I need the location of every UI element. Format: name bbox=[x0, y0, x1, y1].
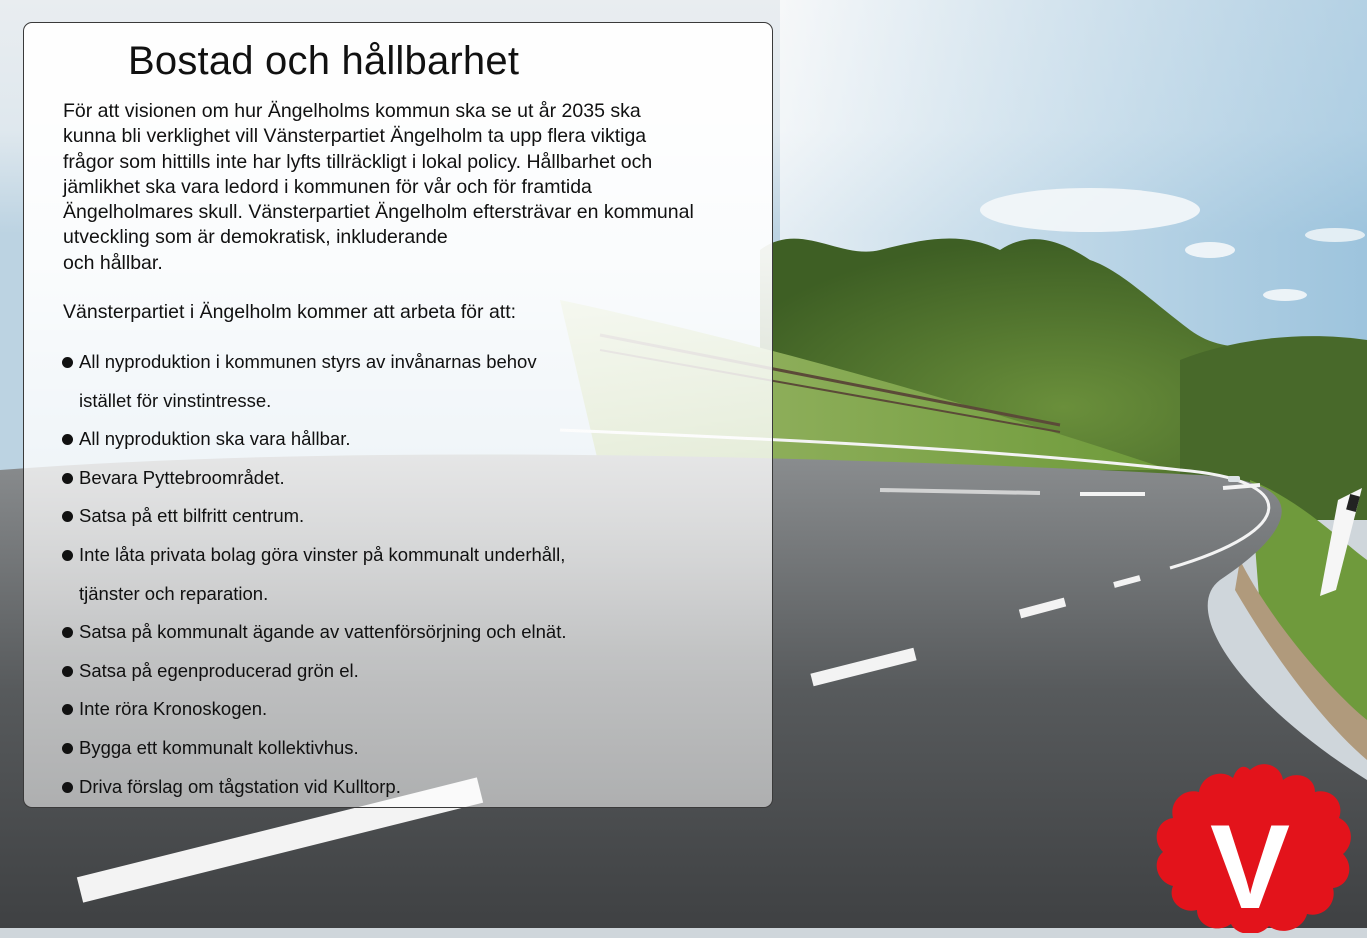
bullet-icon bbox=[62, 704, 73, 715]
list-item-text: Satsa på kommunalt ägande av vattenförsörjning och elnät. bbox=[79, 621, 567, 643]
list-item bbox=[62, 768, 566, 807]
list-item bbox=[62, 652, 566, 691]
bullet-icon bbox=[62, 357, 73, 368]
list-item-text: Satsa på egenproducerad grön el. bbox=[79, 659, 359, 681]
intro-line: För att visionen om hur Ängelholms kommun ska se ut år 2035 ska bbox=[63, 100, 641, 122]
intro-line: frågor som hittills inte har lyfts tillräckligt i lokal policy. Hållbarhet och bbox=[63, 150, 653, 173]
list-item-text: Inte röra Kronoskogen. bbox=[79, 698, 268, 720]
logo-letter: V bbox=[1209, 800, 1291, 933]
bullet-icon bbox=[62, 511, 73, 522]
list-item-text: Driva förslag om tågstation vid Kulltorp. bbox=[79, 775, 401, 797]
list-item-text-continued: istället för vinstintresse. bbox=[79, 389, 272, 411]
bullet-icon bbox=[62, 473, 73, 484]
intro-line: kunna bli verklighet vill Vänsterpartiet Ängelholm ta upp flera viktiga bbox=[63, 125, 647, 148]
page-title: Bostad och hållbarhet bbox=[128, 39, 520, 83]
list-lead: Vänsterpartiet i Ängelholm kommer att arbeta för att: bbox=[63, 301, 517, 323]
intro-line: och hållbar. bbox=[63, 251, 163, 274]
list-item-text: All nyproduktion i kommunen styrs av invånarnas behov bbox=[79, 351, 537, 372]
intro-paragraph bbox=[63, 99, 763, 276]
content-panel bbox=[23, 22, 773, 808]
list-item bbox=[62, 729, 566, 768]
list-item bbox=[62, 690, 566, 729]
list-item bbox=[62, 613, 566, 652]
intro-line: Ängelholmares skull. Vänsterpartiet Ängelholm eftersträvar en kommunal bbox=[63, 201, 694, 224]
list-item bbox=[62, 343, 566, 420]
bullet-icon bbox=[62, 782, 73, 793]
list-item bbox=[62, 536, 566, 613]
bullet-icon bbox=[62, 627, 73, 638]
list-item bbox=[62, 420, 566, 459]
intro-line: utveckling som är demokratisk, inkluderande bbox=[63, 226, 448, 249]
list-item bbox=[62, 497, 566, 536]
list-item-text: Satsa på ett bilfritt centrum. bbox=[79, 505, 305, 527]
goals-list bbox=[62, 343, 566, 806]
intro-line: jämlikhet ska vara ledord i kommunen för vår och för framtida bbox=[63, 175, 592, 198]
list-item bbox=[62, 459, 566, 498]
bullet-icon bbox=[62, 666, 73, 677]
bullet-icon bbox=[62, 434, 73, 445]
list-item-text: Bygga ett kommunalt kollektivhus. bbox=[79, 736, 359, 758]
list-item-text: Bevara Pyttebroområdet. bbox=[79, 466, 285, 488]
list-item-text: Inte låta privata bolag göra vinster på kommunalt underhåll, bbox=[79, 543, 566, 565]
list-item-text-continued: tjänster och reparation. bbox=[79, 582, 269, 604]
bullet-icon bbox=[62, 550, 73, 561]
list-item-text: All nyproduktion ska vara hållbar. bbox=[79, 428, 351, 450]
bullet-icon bbox=[62, 743, 73, 754]
party-logo-icon bbox=[1145, 758, 1355, 933]
